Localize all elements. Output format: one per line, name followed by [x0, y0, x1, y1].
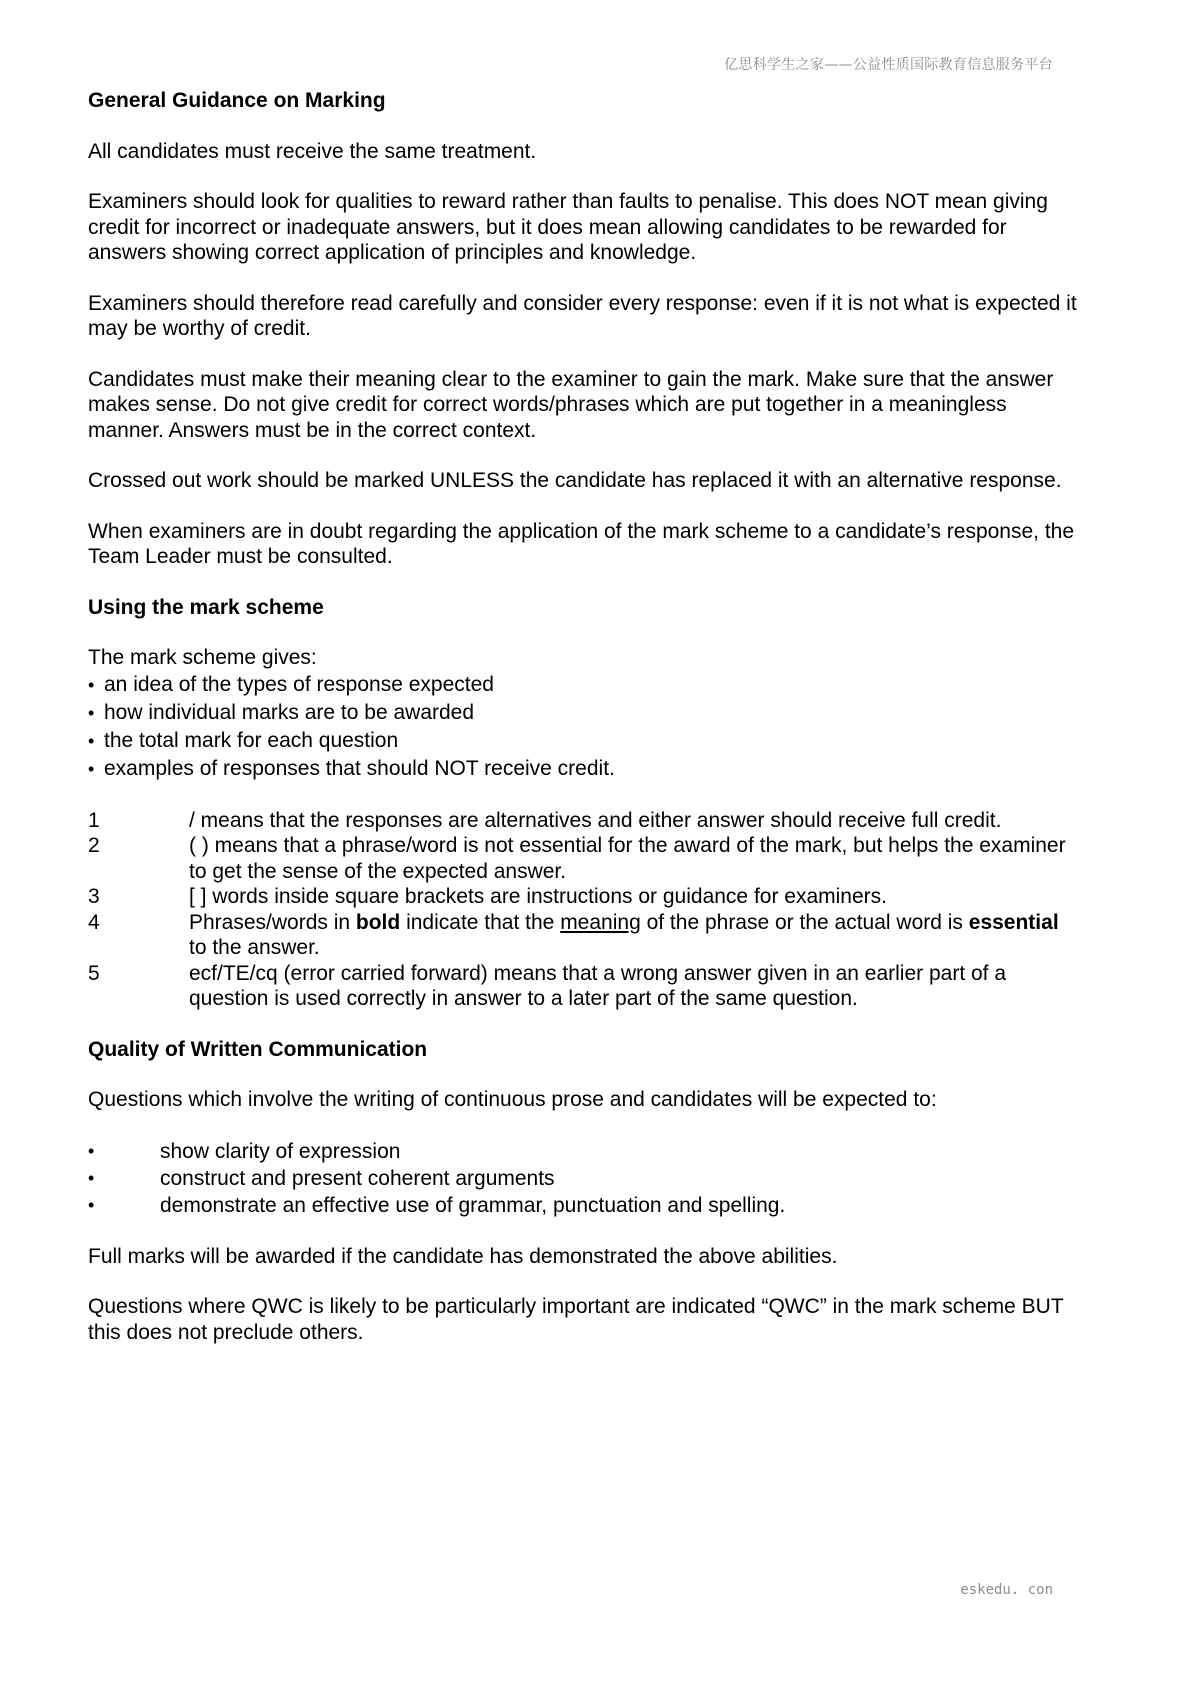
item-text: [ ] words inside square brackets are instructions or guidance for examiners. — [189, 885, 887, 908]
numbered-item — [88, 833, 1078, 884]
item-text: ( ) means that a phrase/word is not essential for the award of the mark, but helps the examiner to get the sense of the expected answer. — [189, 834, 1066, 883]
item-text: Phrases/words in bold indicate that the meaning of the phrase or the actual word is essential to the answer. — [189, 910, 1059, 959]
bullet-list — [88, 1138, 1078, 1219]
paragraph: Full marks will be awarded if the candidate has demonstrated the above abilities. — [88, 1244, 838, 1268]
item-text: ecf/TE/cq (error carried forward) means that a wrong answer given in an earlier part of a question is used correctly in answer to a later part of the same question. — [189, 961, 1007, 1010]
list-item: • an idea of the types of response expected — [88, 671, 1078, 699]
underlined-word: meaning — [560, 910, 641, 934]
item-number: 4 — [88, 910, 100, 934]
numbered-item — [88, 910, 1078, 961]
item-number: 2 — [88, 834, 100, 857]
bullet-icon: • — [88, 1194, 95, 1215]
list-item: • construct and present coherent arguments — [88, 1166, 555, 1190]
bullet-icon: • — [88, 1167, 95, 1188]
list-item: • show clarity of expression — [88, 1139, 401, 1163]
numbered-item — [88, 884, 1078, 910]
document-body — [88, 88, 1078, 1370]
paragraph: When examiners are in doubt regarding the application of the mark scheme to a candidate’s response, the Team Leader must be consulted. — [88, 519, 1075, 568]
heading-quality-written-communication: Quality of Written Communication — [88, 1037, 428, 1061]
paragraph: Examiners should look for qualities to reward rather than faults to penalise. This does NOT mean giving credit for incorrect or inadequate answers, but it does mean allowing candidates to be rewarded for answers showing correct application of principles and knowledge. — [88, 190, 1048, 264]
paragraph: Candidates must make their meaning clear to the examiner to gain the mark. Make sure that the answer makes sense. Do not give credit for correct words/phrases which are put together in a meaningless manner. Answers must be in the correct context. — [88, 367, 1054, 442]
bold-word: bold — [355, 910, 401, 934]
list-item: • demonstrate an effective use of grammar, punctuation and spelling. — [88, 1193, 786, 1217]
list-item: • examples of responses that should NOT receive credit. — [88, 755, 1078, 783]
heading-general-guidance: General Guidance on Marking — [88, 89, 386, 112]
bold-word: essential — [968, 910, 1059, 934]
numbered-item — [88, 808, 1078, 834]
numbered-list — [88, 808, 1078, 1012]
list-item: • how individual marks are to be awarded — [88, 699, 1078, 727]
list-item: • the total mark for each question — [88, 727, 1078, 755]
item-number: 3 — [88, 885, 100, 908]
item-number: 5 — [88, 961, 100, 985]
bullet-list — [88, 671, 1078, 783]
paragraph: Examiners should therefore read carefully and consider every response: even if it is not what is expected it may be worthy of credit. — [88, 291, 1077, 340]
item-number: 1 — [88, 808, 100, 832]
paragraph: All candidates must receive the same treatment. — [88, 139, 537, 163]
header-note: 亿思科学生之家——公益性质国际教育信息服务平台 — [724, 57, 1053, 73]
bullet-icon: • — [88, 1140, 95, 1161]
paragraph: Questions where QWC is likely to be particularly important are indicated “QWC” in the mark scheme BUT this does not preclude others. — [88, 1295, 1064, 1344]
footer-note: eskedu. con — [960, 1582, 1053, 1598]
paragraph: Crossed out work should be marked UNLESS the candidate has replaced it with an alternative response. — [88, 469, 1062, 492]
intro-text: Questions which involve the writing of continuous prose and candidates will be expected to: — [88, 1088, 937, 1111]
item-text: / means that the responses are alternatives and either answer should receive full credit. — [189, 808, 1002, 832]
numbered-item — [88, 961, 1078, 1012]
intro-text: The mark scheme gives: — [88, 646, 317, 669]
heading-using-mark-scheme: Using the mark scheme — [88, 595, 324, 619]
